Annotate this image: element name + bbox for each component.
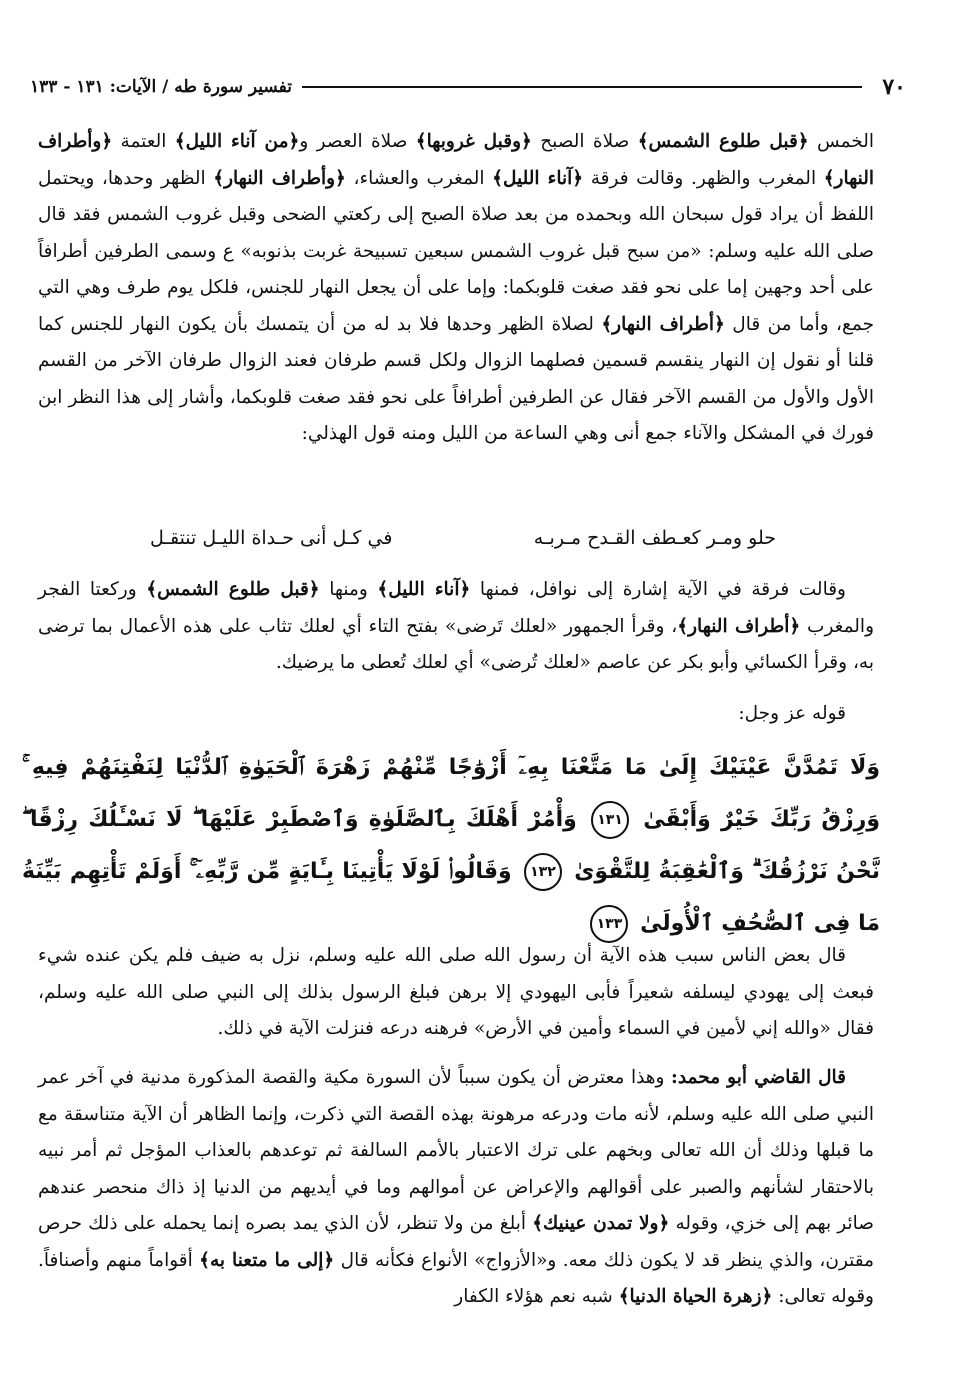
text-run: صلاة العصر و xyxy=(299,131,416,152)
quran-quote: ﴿وأطراف النهار﴾ xyxy=(213,167,346,189)
ayah-number-131: ١٣١ xyxy=(591,801,629,839)
text-run: وركعتا الفجر والمغرب xyxy=(38,579,875,637)
paragraph-1 xyxy=(38,124,874,453)
quran-quote: ﴿آناء الليل﴾ xyxy=(492,167,584,189)
quran-quote: ﴿قبل طلوع الشمس﴾ xyxy=(146,579,320,600)
quran-quote: ﴿أطراف النهار﴾ xyxy=(601,313,725,335)
paragraph-2 xyxy=(38,572,874,682)
text-run: ومنها xyxy=(319,579,378,600)
verse-132: وَأْمُرْ أَهْلَكَ بِٱلصَّلَوٰةِ وَٱصْطَبِرْ عَلَيْهَا ۖ لَا نَسْـَٔلُكَ رِزْقًا ۖ نَّحْنُ نَرْزُقُكَ ۗ وَٱلْعَٰقِبَةُ لِلتَّقْوَىٰ xyxy=(22,807,880,884)
text-run: أبلغ من ولا تنظر، لأن الذي يمد بصره إنما يحمله على ذلك حرص مقترن، والذي ينظر قد لا يكون ذلك معه. و«الأزواج» الأنواع فكأنه قال xyxy=(38,1213,874,1271)
paragraph-5 xyxy=(38,1060,874,1316)
ayah-number-133: ١٣٣ xyxy=(590,905,628,943)
header-rule xyxy=(302,86,862,88)
author-label: قال القاضي أبو محمد: xyxy=(671,1067,847,1088)
text-run: وقالت فرقة في الآية إشارة إلى نوافل، فمنها xyxy=(470,579,846,600)
paragraph-4 xyxy=(38,938,874,1048)
running-title: تفسير سورة طه / الآيات: ١٣١ - ١٣٣ xyxy=(30,77,292,97)
hemistich-right: حلو ومـر كعـطف القـدح مـربـه xyxy=(533,527,776,549)
text-run: لصلاة الظهر وحدها فلا بد له من أن يتمسك بأن يكون النهار للجنس كما قلنا أو نقول إن النهار ينقسم قسمين فصلهما الزوال ولكل قسم طرفان فعند الزوال طرفان الآخر من القسم الأول والأول من القسم الآخر فقال عن الطرفين أطرافاً على نحو فقد صغت قلوبكما، وأشار إلى هذا النظر ابن فورك في المشكل والآناء جمع أنى وهي الساعة من الليل ومنه قول الهذلي: xyxy=(38,313,874,444)
quran-verses xyxy=(22,742,880,950)
quran-quote: ﴿قبل طلوع الشمس﴾ xyxy=(637,131,809,152)
paragraph-3 xyxy=(38,696,874,733)
verse-133: وَقَالُوا۟ لَوْلَا يَأْتِينَا بِـَٔايَةٍ مِّن رَّبِّهِۦٓ ۚ أَوَلَمْ تَأْتِهِم بَيِّنَةُ مَا فِى ٱلصُّحُفِ ٱلْأُولَىٰ xyxy=(22,859,880,936)
quran-quote: ﴿آناء الليل﴾ xyxy=(377,579,471,600)
page-header xyxy=(30,70,906,104)
quran-quote: ﴿من آناء الليل﴾ xyxy=(174,131,300,152)
paragraph-text: قال بعض الناس سبب هذه الآية أن رسول الله صلى الله عليه وسلم، نزل به ضيف فلم يكن عنده شيء فبعث إلى يهودي ليسلفه شعيراً فأبى اليهودي إلا برهن فبلغ الرسول بذلك إلى النبي صلى الله عليه وسلم، فقال «والله إني لأمين في السماء وأمين في الأرض» فرهنه درعه فنزلت الآية في ذلك. xyxy=(38,945,874,1039)
text-run: وهذا معترض أن يكون سبباً لأن السورة مكية والقصة المذكورة مدنية في آخر عمر النبي صلى الله عليه وسلم، لأنه مات ودرعه مرهونة بهذه القصة التي ذكرت، وإنما الظاهر أن الآية متناسقة مع ما قبلها وذلك أن الله تعالى وبخهم على ترك الاعتبار بالأمم السالفة ثم توعدهم بالعذاب المؤجل ثم أمر نبيه بالاحتقار لشأنهم والصبر على أقوالهم والإعراض عن أموالهم وما في أيديهم من الدنيا إذ ذاك منحصر عندهم صائر بهم إلى خزي، وقوله xyxy=(38,1067,874,1234)
text-run: ، وقرأ الجمهور «لعلك تَرضى» بفتح التاء أي لعلك تثاب على هذه الأعمال بما ترضى به، وقرأ الكسائي وأبو بكر عن عاصم «لعلك تُرضى» أي لعلك تُعطى ما يرضيك. xyxy=(38,615,874,673)
quran-quote: ﴿وقبل غروبها﴾ xyxy=(415,131,532,152)
quran-quote: ﴿أطراف النهار﴾ xyxy=(677,615,801,637)
page-number: ٧٠ xyxy=(882,74,906,100)
poem-verse xyxy=(150,520,776,556)
text-run: العتمة xyxy=(112,131,175,152)
quran-quote: ﴿زهرة الحياة الدنيا﴾ xyxy=(618,1286,773,1307)
text-run: أقواماً منهم وأصنافاً. وقوله تعالى: xyxy=(38,1249,874,1307)
hemistich-left: في كـل أنى حـداة الليـل تنتقـل xyxy=(150,527,393,549)
text-run: الظهر وحدها، ويحتمل اللفظ أن يراد قول سبحان الله وبحمده من بعد صلاة الصبح إلى ركعتي الضحى وقبل غروب الشمس فقد قال صلى الله عليه وسلم: «من سبح قبل غروب الشمس سبعين تسبيحة غربت بذنوبه» ع وسمى الطرفين أطرافاً على أحد وجهين إما على نحو فقد صغت قلوبكما: وإما على أن يجعل النهار للجنس، فلكل يوم طرف وهي التي جمع، وأما من قال xyxy=(38,167,874,335)
text-run: المغرب والظهر. وقالت فرقة xyxy=(583,167,824,189)
text-run: شبه نعم هؤلاء الكفار xyxy=(454,1286,619,1307)
ayah-number-132: ١٣٢ xyxy=(524,853,562,891)
text-run: المغرب والعشاء، xyxy=(345,167,493,189)
quran-quote: ﴿إلى ما متعنا به﴾ xyxy=(199,1249,335,1271)
quran-quote: ﴿وأطراف النهار﴾ xyxy=(38,131,874,189)
verse-131: وَلَا تَمُدَّنَّ عَيْنَيْكَ إِلَىٰ مَا مَتَّعْنَا بِهِۦٓ أَزْوَٰجًا مِّنْهُمْ زَهْرَةَ ٱلْحَيَوٰةِ ٱلدُّنْيَا لِنَفْتِنَهُمْ فِيهِ ۚ وَرِزْقُ رَبِّكَ خَيْرٌ وَأَبْقَىٰ xyxy=(22,755,880,832)
verse-intro: قوله عز وجل: xyxy=(738,703,846,724)
text-run: الخمس xyxy=(808,131,875,152)
quran-quote: ﴿ولا تمدن عينيك﴾ xyxy=(532,1213,670,1234)
text-run: صلاة الصبح xyxy=(531,131,638,152)
